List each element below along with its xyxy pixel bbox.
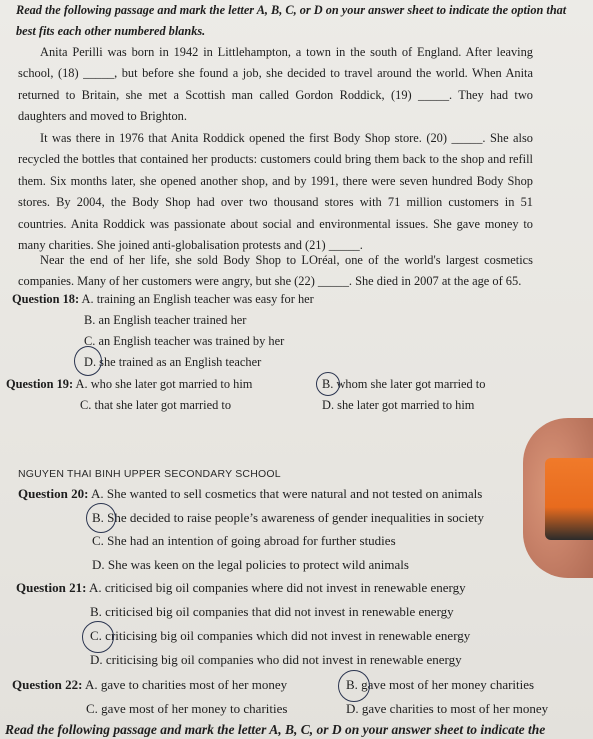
question-19-option-d: D. she later got married to him xyxy=(322,398,475,412)
question-21-option-a: Question 21: A. criticised big oil companies where did not invest in renewable energy xyxy=(16,580,466,595)
question-18-label: Question 18: xyxy=(12,292,80,306)
passage-paragraph-1: Anita Perilli was born in 1942 in Littlehampton, a town in the south of England. After leaving school, (18) _____, but before she found a job, she decided to travel around the world. When Anita returned to Britain, she met a Scottish man called Gordon Roddick, (19) _____. They had two daughters and moved to Brighton. xyxy=(18,45,533,124)
question-19-label: Question 19: xyxy=(6,377,74,391)
handwritten-circle-22b xyxy=(338,670,370,702)
question-18-option-b: B. an English teacher trained her xyxy=(84,313,247,327)
passage-paragraph-2: It was there in 1976 that Anita Roddick opened the first Body Shop store. (20) _____. She also recycled the bottles that contained her products: customers could bring them back to the shop and refill them. Six months later, she opened another shop, and by 1991, there were seven hundred Body Shop stores. By 2004, the Body Shop had over two thousand stores with 71 million customers in 51 countries. Anita Roddick was passionate about social and environmental issues. She gave money to many charities. She joined anti-globalisation protests and (21) _____. xyxy=(18,131,533,253)
question-18-option-c: C. an English teacher was trained by her xyxy=(84,334,285,348)
question-20-option-b: B. She decided to raise people’s awareness of gender inequalities in society xyxy=(92,510,485,525)
handwritten-circle-21c xyxy=(82,621,114,653)
handwritten-circle-19b xyxy=(316,372,340,396)
pen-photo-detail xyxy=(545,458,593,540)
question-19-option-a: Question 19: A. who she later got married to him xyxy=(6,377,253,391)
question-21-option-b: B. criticised big oil companies that did not invest in renewable energy xyxy=(90,604,454,619)
question-18-option-d: D. she trained as an English teacher xyxy=(84,355,262,369)
question-21-option-d: D. criticising big oil companies who did not invest in renewable energy xyxy=(90,652,462,667)
question-22-option-d: D. gave charities to most of her money xyxy=(346,701,549,716)
question-19-option-c: C. that she later got married to xyxy=(80,398,232,412)
question-21-option-c: C. criticising big oil companies which did not invest in renewable energy xyxy=(90,628,471,643)
instruction-bottom: Read the following passage and mark the letter A, B, C, or D on your answer sheet to indicate the xyxy=(5,722,546,737)
question-22-option-a: Question 22: A. gave to charities most of her money xyxy=(12,677,288,692)
question-20-option-d: D. She was keen on the legal policies to protect wild animals xyxy=(92,557,409,572)
question-20-option-c: C. She had an intention of going abroad for further studies xyxy=(92,533,396,548)
school-name: NGUYEN THAI BINH UPPER SECONDARY SCHOOL xyxy=(18,468,281,480)
question-22-label: Question 22: xyxy=(12,677,83,692)
question-20-option-a: Question 20: A. She wanted to sell cosmetics that were natural and not tested on animals xyxy=(18,486,483,501)
question-22-option-b: B. gave most of her money charities xyxy=(346,677,535,692)
handwritten-circle-18d xyxy=(74,346,102,376)
handwritten-circle-20b xyxy=(86,503,116,533)
question-21-label: Question 21: xyxy=(16,580,87,595)
question-18-option-a: Question 18: A. training an English teacher was easy for her xyxy=(12,292,314,306)
question-22-option-c: C. gave most of her money to charities xyxy=(86,701,288,716)
instruction-top: Read the following passage and mark the letter A, B, C, or D on your answer sheet to indicate the option that best fits each other numbered blanks. xyxy=(16,3,567,38)
question-20-label: Question 20: xyxy=(18,486,89,501)
question-19-option-b: B. whom she later got married to xyxy=(322,377,486,391)
passage-paragraph-3: Near the end of her life, she sold Body Shop to LOréal, one of the world's largest cosmetics companies. Many of her customers were angry, but she (22) _____. She died in 2007 at the age of 65. xyxy=(18,253,533,289)
